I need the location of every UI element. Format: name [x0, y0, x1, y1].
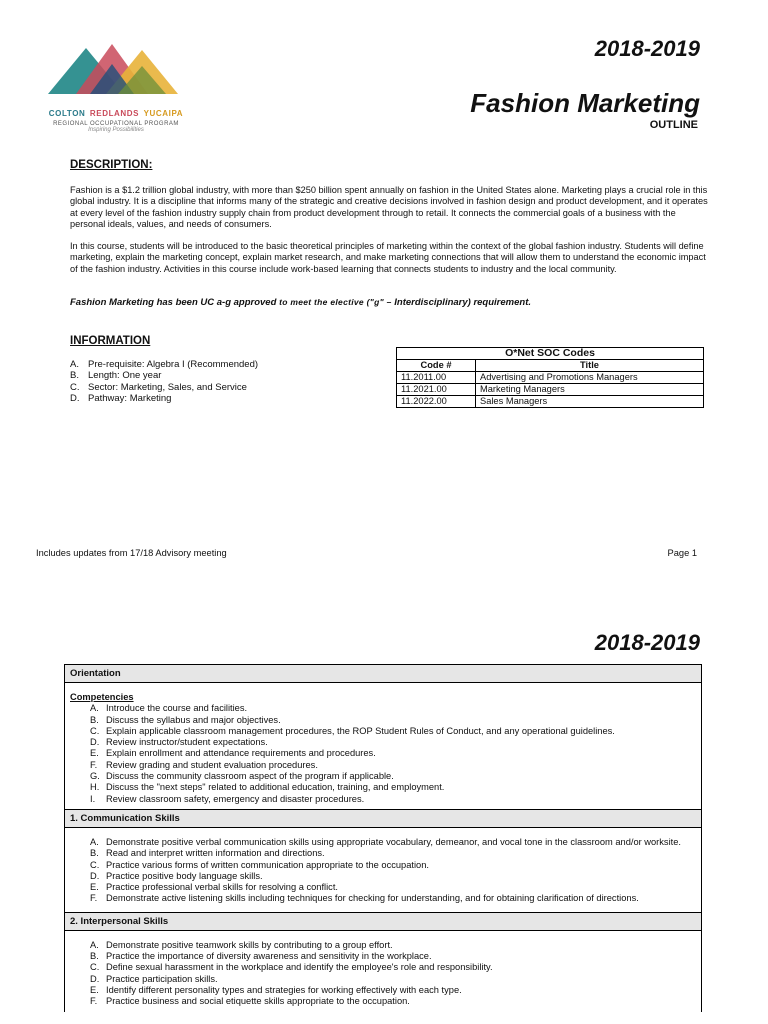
section-title: Orientation	[65, 665, 701, 683]
logo-colton: COLTON	[48, 109, 86, 118]
list-item: C. Practice various forms of written communication appropriate to the occupation.	[90, 859, 429, 870]
list-item: A. Demonstrate positive verbal communication skills using appropriate vocabulary, demeanor, and vocal tone in the classroom and/or worksite.	[90, 836, 681, 847]
competency-list	[70, 940, 696, 1008]
information-item: D. Pathway: Marketing	[70, 392, 172, 404]
logo-program: REGIONAL OCCUPATIONAL PROGRAM	[53, 121, 179, 127]
logo	[46, 40, 186, 132]
information-item: B. Length: One year	[70, 370, 162, 382]
competency-list	[70, 703, 696, 805]
list-item: C. Define sexual harassment in the workplace and identify the employee's role and responsibility.	[90, 962, 493, 973]
uc-statement-middle: to meet the elective ("g" –	[276, 297, 395, 307]
list-item: B. Read and interpret written information and directions.	[90, 848, 325, 859]
table-row: 11.2022.00 Sales Managers	[397, 396, 704, 408]
onet-col-title: Title	[476, 360, 704, 372]
logo-tagline: Inspiring Possibilities	[88, 127, 144, 133]
section-title: 2. Interpersonal Skills	[65, 913, 701, 931]
list-item: I. Review classroom safety, emergency and disaster procedures.	[90, 793, 365, 804]
logo-redlands: REDLANDS	[89, 109, 140, 118]
page-number: Page 1	[667, 548, 697, 558]
uc-statement	[70, 297, 531, 308]
list-item: E. Explain enrollment and attendance requirements and procedures.	[90, 748, 376, 759]
list-item: A. Introduce the course and facilities.	[90, 703, 248, 714]
list-item: B. Practice the importance of diversity awareness and sensitivity in the workplace.	[90, 951, 432, 962]
list-item: G. Discuss the community classroom aspect of the program if applicable.	[90, 771, 394, 782]
page2-year: 2018-2019	[594, 630, 700, 655]
list-item: E. Practice professional verbal skills for resolving a conflict.	[90, 882, 339, 893]
list-item: D. Practice participation skills.	[90, 973, 218, 984]
uc-statement-end: Interdisciplinary) requirement.	[394, 297, 531, 308]
section-orientation	[64, 664, 702, 1012]
onet-caption: O*Net SOC Codes	[397, 348, 704, 360]
mountain-logo-icon	[46, 40, 186, 96]
logo-yucaipa: YUCAIPA	[143, 109, 184, 118]
information-item: A. Pre-requisite: Algebra I (Recommended)	[70, 359, 259, 370]
onet-col-code: Code #	[397, 360, 476, 372]
list-item: E. Identify different personality types and strategies for working effectively with each type.	[90, 984, 462, 995]
list-item: F. Practice business and social etiquette skills appropriate to the occupation.	[90, 996, 410, 1007]
information-item: C. Sector: Marketing, Sales, and Service	[70, 381, 247, 393]
list-item: F. Demonstrate active listening skills including techniques for checking for understanding, and for obtaining clarification of directions.	[90, 893, 639, 904]
list-item: H. Discuss the "next steps" related to additional education, training, and employment.	[90, 782, 445, 793]
page-title: Fashion Marketing	[470, 88, 700, 118]
information-list	[70, 359, 258, 404]
information-heading: INFORMATION	[70, 335, 151, 347]
list-item: D. Practice positive body language skills.	[90, 870, 263, 881]
onet-table	[396, 347, 704, 408]
list-item: C. Explain applicable classroom management procedures, the ROP Student Rules of Conduct, and any operational guidelines.	[90, 725, 615, 736]
page-subtitle: OUTLINE	[649, 119, 698, 131]
list-item: B. Discuss the syllabus and major objectives.	[90, 714, 281, 725]
table-row: 11.2021.00 Marketing Managers	[397, 384, 704, 396]
competency-list	[70, 837, 696, 905]
section-title: 1. Communication Skills	[65, 810, 701, 828]
list-item: D. Review instructor/student expectations.	[90, 737, 268, 748]
list-item: A. Demonstrate positive teamwork skills by contributing to a group effort.	[90, 939, 393, 950]
page1-year: 2018-2019	[594, 36, 700, 61]
uc-statement-bold: Fashion Marketing has been UC a-g approved	[70, 297, 277, 308]
description-heading: DESCRIPTION:	[70, 159, 153, 171]
description-paragraph-1: Fashion is a $1.2 trillion global industry, with more than $250 billion spent annually on fashion in the United States alone. Marketing plays a crucial role in this global industry. It is a discipline that informs many of the strategic and creative decisions involved in fashion design and product development, and it operates at every level of the fashion industry supply chain from product development through to retail. It connects the commercial goals of a business with the personal ideals, values, and needs of consumers.	[70, 185, 708, 229]
table-row: 11.2011.00 Advertising and Promotions Managers	[397, 372, 704, 384]
description-paragraph-2: In this course, students will be introduced to the basic theoretical principles of marketing within the context of the global fashion industry. Students will define marketing, explain the marketing concept, explain market research, and make marketing connections that will allow them to understand the economic impact of the fashion industry. Activities in this course include work-based learning that connects students to industry and the local community.	[70, 241, 706, 274]
competencies-label: Competencies	[70, 692, 134, 702]
list-item: F. Review grading and student evaluation procedures.	[90, 759, 318, 770]
footer-note: Includes updates from 17/18 Advisory meeting	[36, 548, 227, 558]
